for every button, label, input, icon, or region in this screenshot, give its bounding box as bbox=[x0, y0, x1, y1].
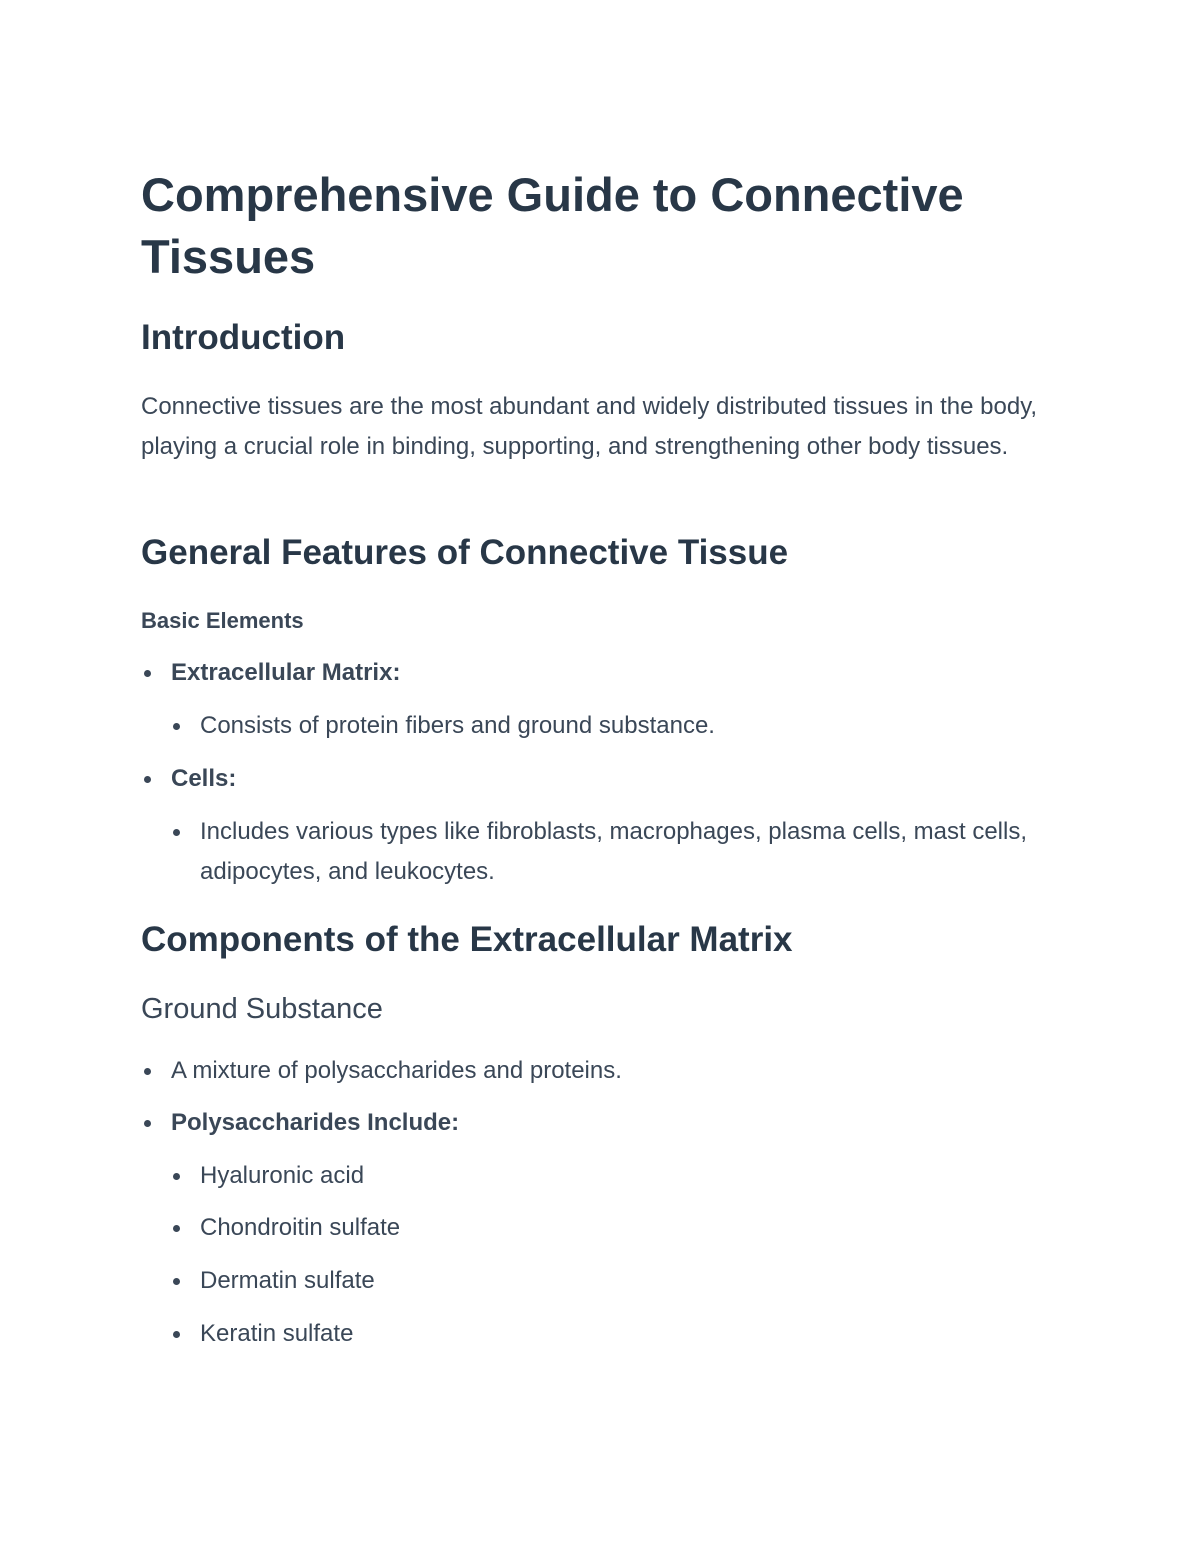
list-item-label: Polysaccharides Include: bbox=[171, 1109, 460, 1136]
list-item-text: A mixture of polysaccharides and proteins. bbox=[171, 1057, 622, 1084]
list-item-text: Consists of protein fibers and ground substance. bbox=[200, 712, 715, 739]
list-item-label: Extracellular Matrix: bbox=[171, 659, 401, 686]
introduction-heading: Introduction bbox=[141, 318, 346, 357]
list-item-text: Dermatin sulfate bbox=[200, 1267, 375, 1294]
list-item-text: Hyaluronic acid bbox=[200, 1162, 365, 1189]
bullet-icon bbox=[144, 1068, 151, 1075]
bullet-icon bbox=[144, 670, 151, 677]
ground-substance-subheading: Ground Substance bbox=[141, 993, 383, 1025]
bullet-icon bbox=[173, 1225, 180, 1232]
bullet-icon bbox=[173, 829, 180, 836]
general-features-heading: General Features of Connective Tissue bbox=[141, 533, 789, 572]
bullet-icon bbox=[173, 1331, 180, 1338]
list-item-text: Keratin sulfate bbox=[200, 1320, 354, 1347]
bullet-icon bbox=[173, 1173, 180, 1180]
basic-elements-subheading: Basic Elements bbox=[141, 608, 304, 633]
components-heading: Components of the Extracellular Matrix bbox=[141, 920, 793, 959]
list-item-text: Includes various types like fibroblasts, macrophages, plasma cells, mast cells, adipocytes, and leukocytes. bbox=[200, 818, 1028, 885]
bullet-icon bbox=[144, 776, 151, 783]
list-item-text: Chondroitin sulfate bbox=[200, 1214, 401, 1241]
document-title: Comprehensive Guide to Connective Tissues bbox=[141, 168, 964, 283]
introduction-paragraph: Connective tissues are the most abundant and widely distributed tissues in the body, playing a crucial role in binding, supporting, and strengthening other body tissues. bbox=[141, 393, 1038, 460]
bullet-icon bbox=[173, 1278, 180, 1285]
bullet-icon bbox=[173, 723, 180, 730]
list-item-label: Cells: bbox=[171, 765, 237, 792]
bullet-icon bbox=[144, 1120, 151, 1127]
